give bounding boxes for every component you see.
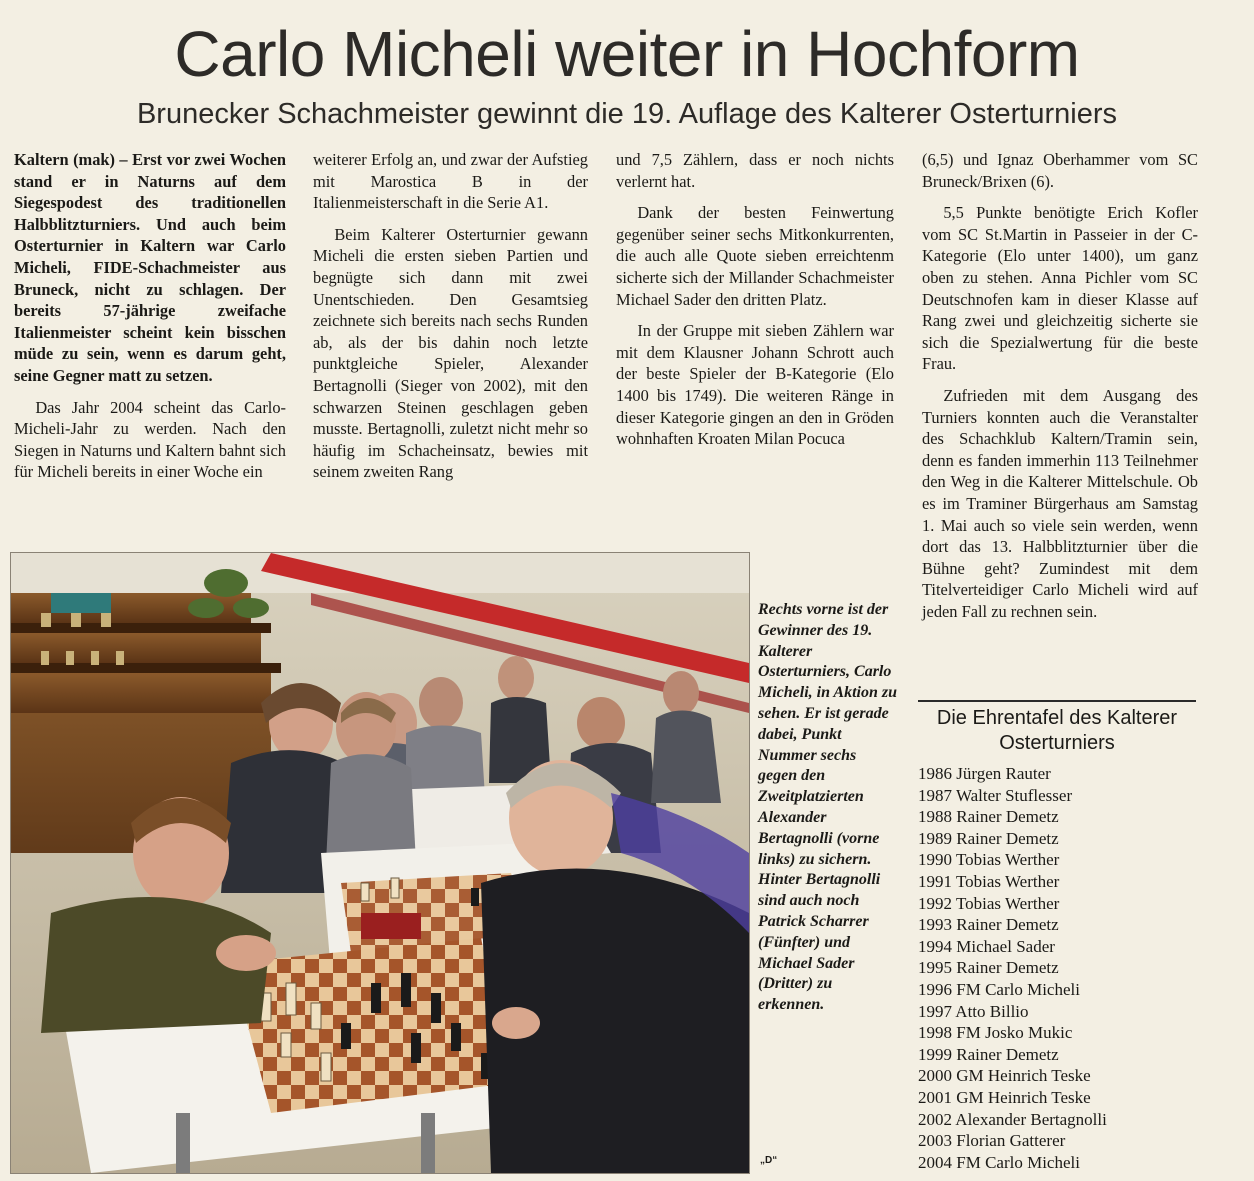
article-paragraph: und 7,5 Zählern, dass er noch nichts verlernt hat. xyxy=(616,150,894,191)
honor-roll-entry: 1988 Rainer Demetz xyxy=(918,807,1059,827)
article-paragraph: (6,5) und Ignaz Oberhammer vom SC Bruneck/Brixen (6). xyxy=(922,150,1198,191)
article-column-4 xyxy=(922,149,1198,622)
honor-roll-title: Die Ehrentafel des Kalterer Osterturniers xyxy=(918,700,1196,756)
article-paragraph: 5,5 Punkte benötigte Erich Kofler vom SC St.Martin in Passeier in der C-Kategorie (Elo unter 1400), um ganz oben zu stehen. Anna Pichler vom SC Deutschnofen kam in dieser Klasse auf Rang zwei und gleichzeitig sicherte sie sich die Spezialwertung für die beste Frau. xyxy=(922,203,1198,374)
article-paragraph: weiterer Erfolg an, und zwar der Aufstieg mit Marostica B in der Italienmeisterschaft in die Serie A1. xyxy=(313,150,588,213)
honor-roll-entry: 1994 Michael Sader xyxy=(918,936,1055,956)
article-paragraph: Dank der besten Feinwertung gegenüber seiner sechs Mitkonkurrenten, die auch alle Quote sieben erreichtenm sicherte sich der Millander Schachmeister Michael Sader den dritten Platz. xyxy=(616,203,894,309)
honor-roll-entry: 2003 Florian Gatterer xyxy=(918,1131,1066,1151)
honor-roll-entry: 1991 Tobias Werther xyxy=(918,871,1060,891)
honor-roll-entry: 1996 FM Carlo Micheli xyxy=(918,979,1080,999)
article-column-1 xyxy=(14,149,286,483)
article-paragraph: Das Jahr 2004 scheint das Carlo-Micheli-Jahr zu werden. Nach den Siegen in Naturns und Kaltern bahnt sich für Micheli bereits in einer Woche ein xyxy=(14,397,286,482)
honor-roll-entry: 1997 Atto Billio xyxy=(918,1001,1029,1021)
honor-roll-entry: 1989 Rainer Demetz xyxy=(918,828,1059,848)
honor-roll-entry: 1993 Rainer Demetz xyxy=(918,915,1059,935)
tournament-photo xyxy=(10,552,750,1174)
article-paragraph: In der Gruppe mit sieben Zählern war mit dem Klausner Johann Schrott auch der beste Spieler der B-Kategorie (Elo 1400 bis 1749). Die weiteren Ränge in dieser Kategorie gingen an den in Gröden wohnhaften Kroaten Milan Pocuca xyxy=(616,321,894,449)
honor-roll-entry: 2004 FM Carlo Micheli xyxy=(918,1152,1080,1172)
article-column-2 xyxy=(313,149,588,483)
tournament-photo-illustration xyxy=(11,553,749,1173)
honor-roll-entry: 1998 FM Josko Mukic xyxy=(918,1023,1073,1043)
subheadline: Brunecker Schachmeister gewinnt die 19. Auflage des Kalterer Osterturniers xyxy=(136,98,1118,130)
article-lead-paragraph: Kaltern (mak) – Erst vor zwei Wochen stand er in Naturns auf dem Siegespodest des traditionellen Halbblitzturniers. Und auch beim Osterturnier in Kaltern war Carlo Micheli, FIDE-Schachmeister aus Bruneck, nicht zu schlagen. Der bereits 57-jährige zweifache Italienmeister scheint kein bisschen müde zu sein, wenn es darum geht, seine Gegner matt zu setzen. xyxy=(14,150,286,385)
article-paragraph: Beim Kalterer Osterturnier gewann Micheli die ersten sieben Partien und begnügte sich dann mit zwei Unentschieden. Den Gesamtsieg zeichnete sich bereits nach sechs Runden ab, als der bis dahin noch letzte punktgleiche Spieler, Alexander Bertagnolli (Sieger von 2002), mit den schwarzen Steinen geschlagen geben musste. Bertagnolli, zuletzt nicht mehr so häufig im Schacheinsatz, bewies mit seinem zweiten Rang xyxy=(313,224,588,482)
article-paragraph: Zufrieden mit dem Ausgang des Turniers konnten auch die Veranstalter des Schachklub Kaltern/Tramin sein, denn es fanden immerhin 113 Teilnehmer den Weg in die Kalterer Mittelschule. Ob es im Traminer Bürgerhaus am Samstag 1. Mai auch so viele sein werden, wenn dort das 13. Halbblitzturnier über die Bühne geht? Zumindest mit dem Titelverteidiger Carlo Micheli wird auf jeden Fall zu rechnen sein. xyxy=(922,385,1198,621)
honor-roll-entry: 1987 Walter Stuflesser xyxy=(918,785,1073,805)
honor-roll-entry: 2001 GM Heinrich Teske xyxy=(918,1087,1091,1107)
honor-roll-entry: 1992 Tobias Werther xyxy=(918,893,1060,913)
honor-roll-list xyxy=(918,763,1198,1173)
honor-roll-entry: 2000 GM Heinrich Teske xyxy=(918,1066,1091,1086)
honor-roll-entry: 1995 Rainer Demetz xyxy=(918,958,1059,978)
headline: Carlo Micheli weiter in Hochform xyxy=(174,18,1080,90)
article-column-3 xyxy=(616,149,894,450)
photo-caption: Rechts vorne ist der Gewinner des 19. Kalterer Osterturniers, Carlo Micheli, in Aktion zu sehen. Er ist gerade dabei, Punkt Nummer sechs gegen den Zweitplatzierten Alexander Bertagnolli (vorne links) zu sichern. Hinter Bertagnolli sind auch noch Patrick Scharrer (Fünfter) und Michael Sader (Dritter) zu erkennen. xyxy=(758,601,897,1014)
honor-roll-entry: 1986 Jürgen Rauter xyxy=(918,764,1051,783)
photo-credit: „D“ xyxy=(760,1155,778,1166)
honor-roll-entry: 1990 Tobias Werther xyxy=(918,850,1060,870)
honor-roll-entry: 2002 Alexander Bertagnolli xyxy=(918,1109,1107,1129)
honor-roll-entry: 1999 Rainer Demetz xyxy=(918,1044,1059,1064)
